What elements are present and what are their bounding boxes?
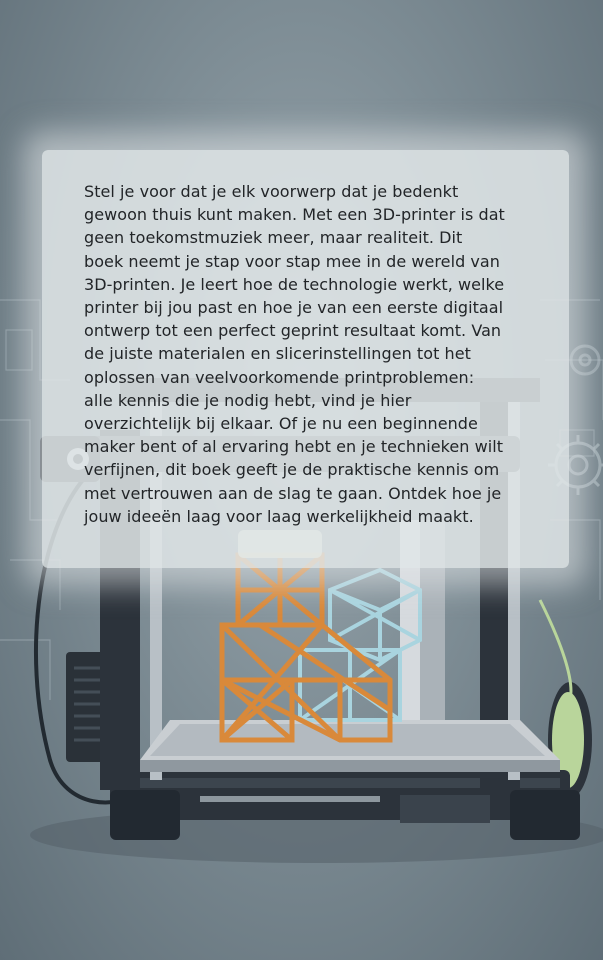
- blurb-line: geen toekomstmuziek meer, maar realiteit. Dit: [84, 228, 463, 248]
- blurb-line: ontwerp tot een perfect geprint resultaat komt. Van: [84, 321, 502, 341]
- blurb-line: Stel je voor dat je elk voorwerp dat je bedenkt: [84, 182, 459, 201]
- blurb-line: met vertrouwen aan de slag te gaan. Ontdek hoe je: [84, 483, 502, 503]
- blurb-line: oplossen van veelvoorkomende printproblemen:: [84, 367, 475, 387]
- blurb-line: verfijnen, dit boek geeft je de praktische kennis om: [84, 460, 500, 480]
- blurb-line: boek neemt je stap voor stap mee in de wereld van: [84, 251, 500, 271]
- print-bed: [140, 720, 560, 772]
- printed-object-orange: [222, 555, 390, 740]
- blurb-line: jouw ideeën laag voor laag werkelijkheid maakt.: [84, 506, 474, 526]
- blurb-line: printer bij jou past en hoe je van een eerste digitaal: [84, 298, 504, 318]
- blurb-line: alle kennis die je nodig hebt, vind je hier: [84, 390, 412, 410]
- blurb-line: de juiste materialen en slicerinstellingen tot het: [84, 344, 471, 364]
- blurb-line: overzichtelijk bij elkaar. Of je nu een beginnende: [84, 414, 478, 434]
- blurb-line: 3D-printen. Je leert hoe de technologie werkt, welke: [84, 274, 505, 294]
- blurb-line: maker bent of al ervaring hebt en je technieken wilt: [84, 437, 504, 457]
- back-cover-blurb: [84, 180, 539, 528]
- blurb-line: gewoon thuis kunt maken. Met een 3D-printer is dat: [84, 205, 505, 225]
